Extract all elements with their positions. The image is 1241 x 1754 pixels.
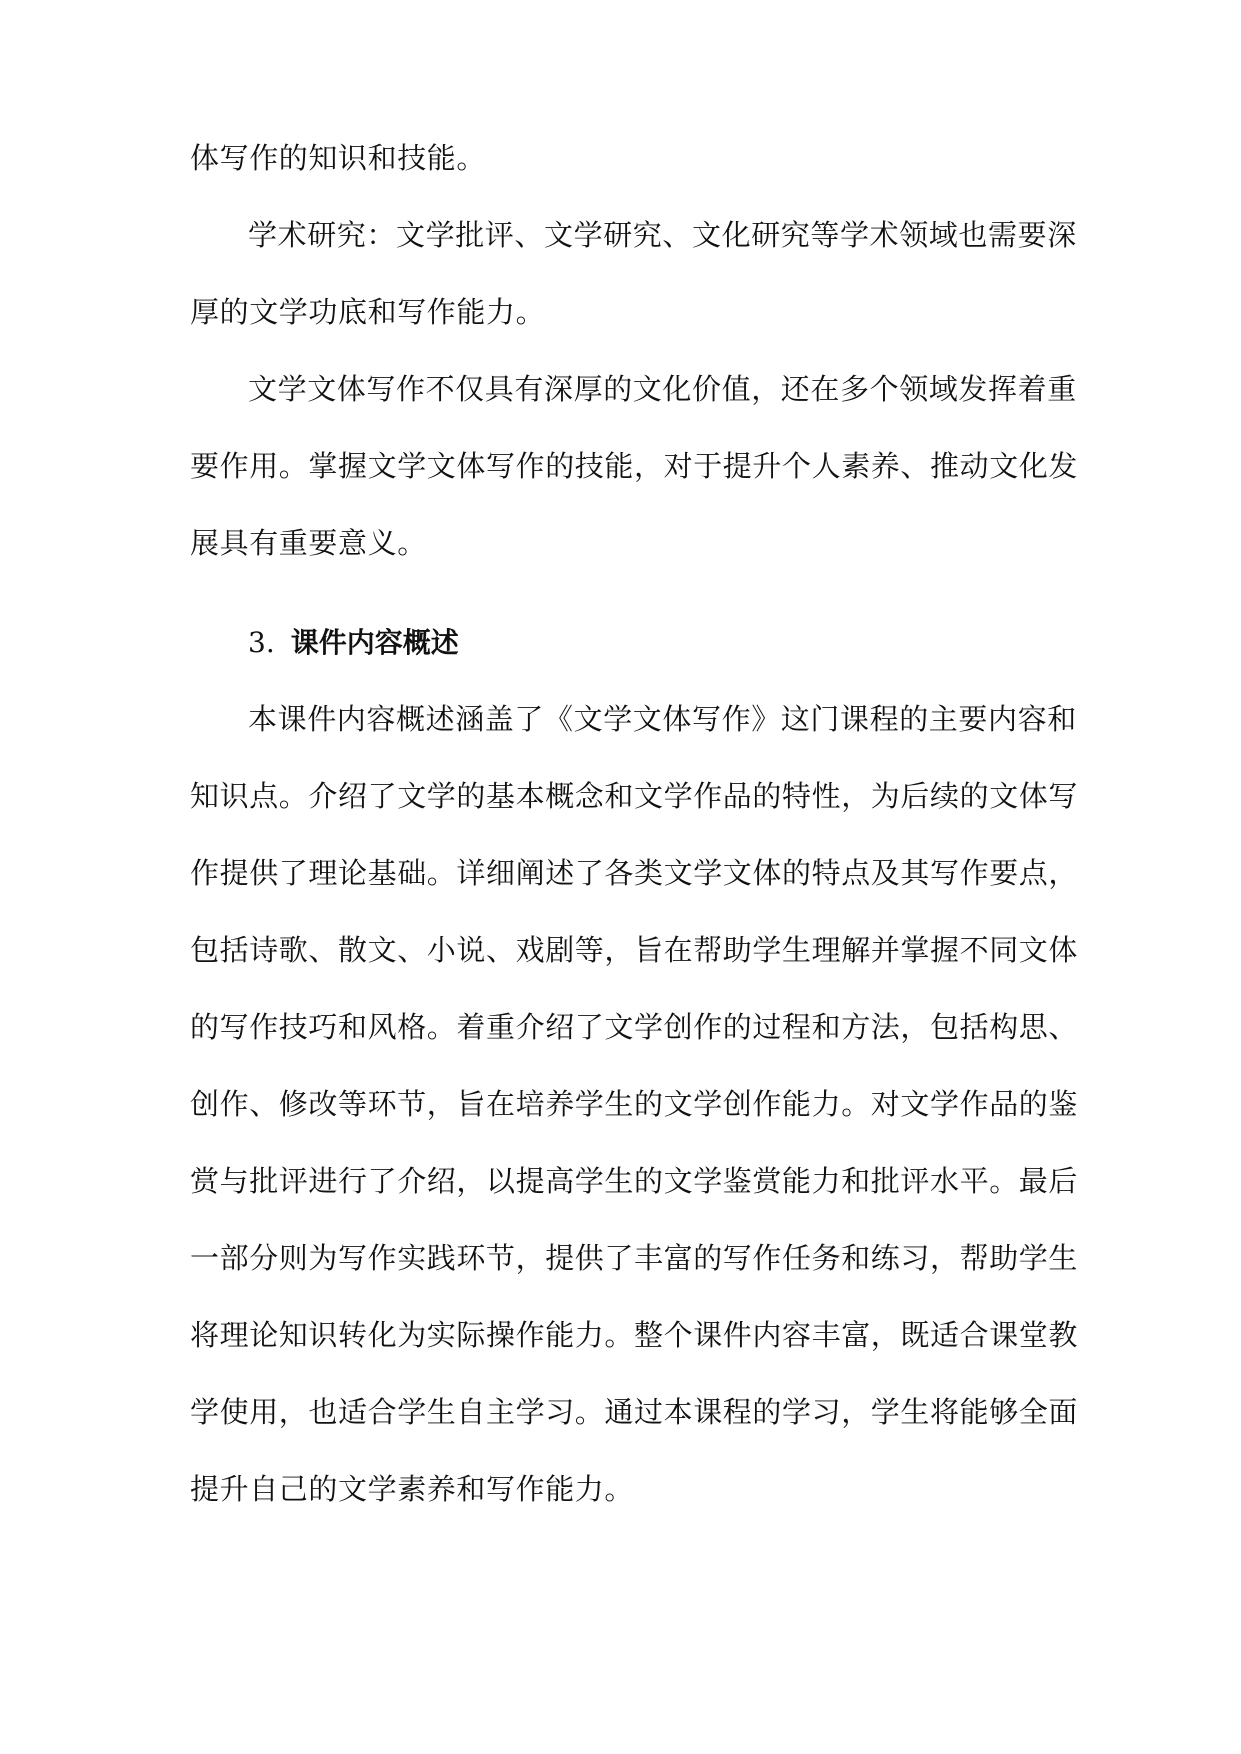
section-title: 课件内容概述 (290, 626, 459, 659)
paragraph-summary (190, 351, 1079, 582)
text-line: 一部分则为写作实践环节，提供了丰富的写作任务和练习，帮助学生 (190, 1241, 1079, 1275)
text-line: 要作用。掌握文学文体写作的技能，对于提升个人素养、推动文化发 (190, 449, 1079, 483)
text-line: 赏与批评进行了介绍，以提高学生的文学鉴赏能力和批评水平。最后 (190, 1164, 1079, 1198)
text-line: 展具有重要意义。 (190, 526, 427, 560)
section-number: 3. (248, 626, 275, 659)
text-line: 创作、修改等环节，旨在培养学生的文学创作能力。对文学作品的鉴 (190, 1087, 1079, 1121)
text-line: 包括诗歌、散文、小说、戏剧等，旨在帮助学生理解并掌握不同文体 (190, 933, 1079, 967)
text-line: 文学文体写作不仅具有深厚的文化价值，还在多个领域发挥着重 (248, 372, 1077, 406)
document-page (190, 120, 1079, 1528)
text-line: 厚的文学功底和写作能力。 (190, 295, 546, 329)
text-line: 将理论知识转化为实际操作能力。整个课件内容丰富，既适合课堂教 (190, 1318, 1079, 1352)
section-heading (190, 604, 1060, 681)
text-line: 的写作技巧和风格。着重介绍了文学创作的过程和方法，包括构思、 (190, 1010, 1079, 1044)
text-line: 学术研究：文学批评、文学研究、文化研究等学术领域也需要深 (248, 218, 1077, 252)
text-line: 提升自己的文学素养和写作能力。 (190, 1472, 635, 1506)
paragraph-academic-research (190, 197, 1077, 351)
text-line: 体写作的知识和技能。 (190, 141, 487, 175)
paragraph-continuation (190, 120, 1060, 197)
spacer (190, 582, 1060, 604)
text-line: 知识点。介绍了文学的基本概念和文学作品的特性，为后续的文体写 (190, 779, 1079, 813)
paragraph-course-overview (190, 681, 1079, 1528)
text-line: 作提供了理论基础。详细阐述了各类文学文体的特点及其写作要点， (190, 856, 1079, 890)
text-line: 本课件内容概述涵盖了《文学文体写作》这门课程的主要内容和 (248, 702, 1077, 736)
text-line: 学使用，也适合学生自主学习。通过本课程的学习，学生将能够全面 (190, 1395, 1079, 1429)
